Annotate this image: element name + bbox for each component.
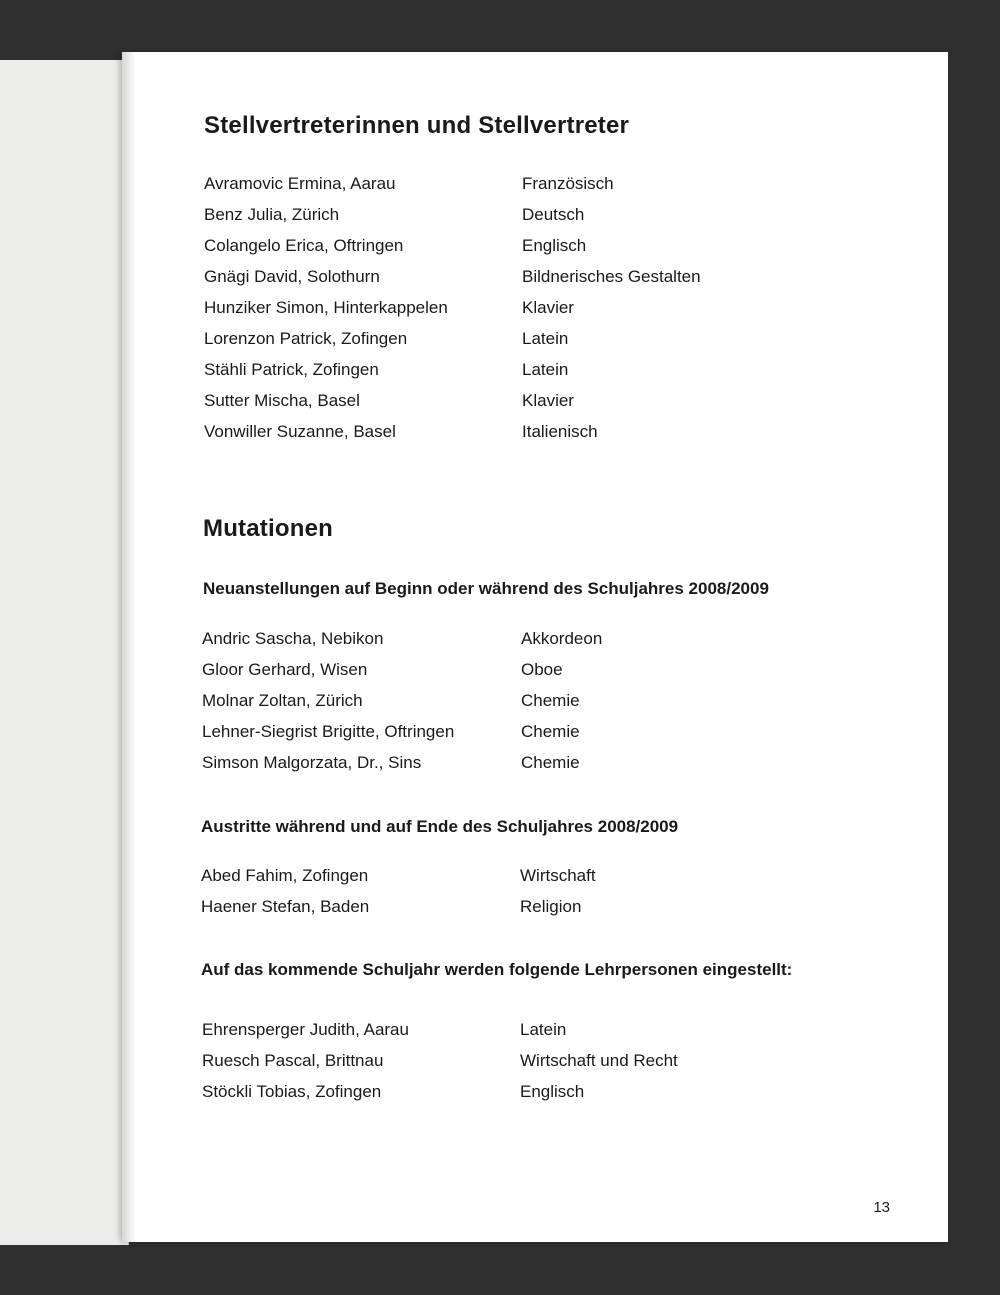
list-row [202, 629, 902, 660]
neuanstellungen-list [202, 629, 902, 784]
list-row [204, 267, 904, 298]
person-name: Vonwiller Suzanne, Basel [204, 422, 396, 441]
subject-name: Wirtschaft [520, 866, 596, 885]
list-row [202, 722, 902, 753]
person-name: Molnar Zoltan, Zürich [202, 691, 363, 710]
person-name: Sutter Mischa, Basel [204, 391, 360, 410]
list-row [204, 298, 904, 329]
person-name: Ehrensperger Judith, Aarau [202, 1020, 409, 1039]
kommende-list [202, 1020, 902, 1113]
subsection-title-kommende: Auf das kommende Schuljahr werden folgende Lehrpersonen eingestellt: [201, 960, 793, 979]
person-name: Gnägi David, Solothurn [204, 267, 380, 286]
subject-name: Chemie [521, 722, 580, 741]
subject-name: Klavier [522, 391, 574, 410]
list-row [202, 691, 902, 722]
section-title-stellvertreter: Stellvertreterinnen und Stellvertreter [204, 112, 630, 139]
person-name: Andric Sascha, Nebikon [202, 629, 384, 648]
person-name: Lorenzon Patrick, Zofingen [204, 329, 408, 348]
austritte-list [201, 866, 901, 928]
subject-name: Latein [522, 360, 569, 379]
subject-name: Bildnerisches Gestalten [522, 267, 701, 286]
person-name: Stöckli Tobias, Zofingen [202, 1082, 382, 1101]
person-name: Colangelo Erica, Oftringen [204, 236, 404, 255]
page-number: 13 [873, 1199, 890, 1216]
person-name: Gloor Gerhard, Wisen [202, 660, 368, 679]
list-row [204, 174, 904, 205]
person-name: Haener Stefan, Baden [201, 897, 370, 916]
list-row [201, 866, 901, 897]
subject-name: Englisch [520, 1082, 585, 1101]
person-name: Ruesch Pascal, Brittnau [202, 1051, 384, 1070]
list-row [202, 1051, 902, 1082]
stellvertreter-list [204, 174, 904, 453]
subject-name: Religion [520, 897, 582, 916]
subsection-title-neuanstellungen: Neuanstellungen auf Beginn oder während des Schuljahres 2008/2009 [203, 579, 769, 598]
subject-name: Akkordeon [521, 629, 603, 648]
person-name: Lehner-Siegrist Brigitte, Oftringen [202, 722, 455, 741]
list-row [204, 422, 904, 453]
subject-name: Wirtschaft und Recht [520, 1051, 678, 1070]
subject-name: Oboe [521, 660, 563, 679]
subject-name: Latein [522, 329, 569, 348]
person-name: Simson Malgorzata, Dr., Sins [202, 753, 422, 772]
list-row [204, 360, 904, 391]
subject-name: Chemie [521, 753, 580, 772]
list-row [202, 1020, 902, 1051]
list-row [201, 897, 901, 928]
person-name: Avramovic Ermina, Aarau [204, 174, 396, 193]
subject-name: Klavier [522, 298, 574, 317]
person-name: Benz Julia, Zürich [204, 205, 340, 224]
list-row [204, 391, 904, 422]
person-name: Abed Fahim, Zofingen [201, 866, 369, 885]
list-row [204, 329, 904, 360]
subject-name: Italienisch [522, 422, 598, 441]
subsection-title-austritte: Austritte während und auf Ende des Schuljahres 2008/2009 [201, 817, 679, 836]
page-gutter [122, 52, 136, 1242]
document-page [122, 52, 948, 1242]
person-name: Stähli Patrick, Zofingen [204, 360, 379, 379]
subject-name: Deutsch [522, 205, 585, 224]
facing-page [0, 60, 129, 1245]
list-row [204, 236, 904, 267]
subject-name: Französisch [522, 174, 614, 193]
list-row [202, 1082, 902, 1113]
subject-name: Latein [520, 1020, 567, 1039]
subject-name: Englisch [522, 236, 587, 255]
list-row [202, 660, 902, 691]
list-row [204, 205, 904, 236]
list-row [202, 753, 902, 784]
subject-name: Chemie [521, 691, 580, 710]
person-name: Hunziker Simon, Hinterkappelen [204, 298, 448, 317]
section-title-mutationen: Mutationen [203, 515, 333, 542]
